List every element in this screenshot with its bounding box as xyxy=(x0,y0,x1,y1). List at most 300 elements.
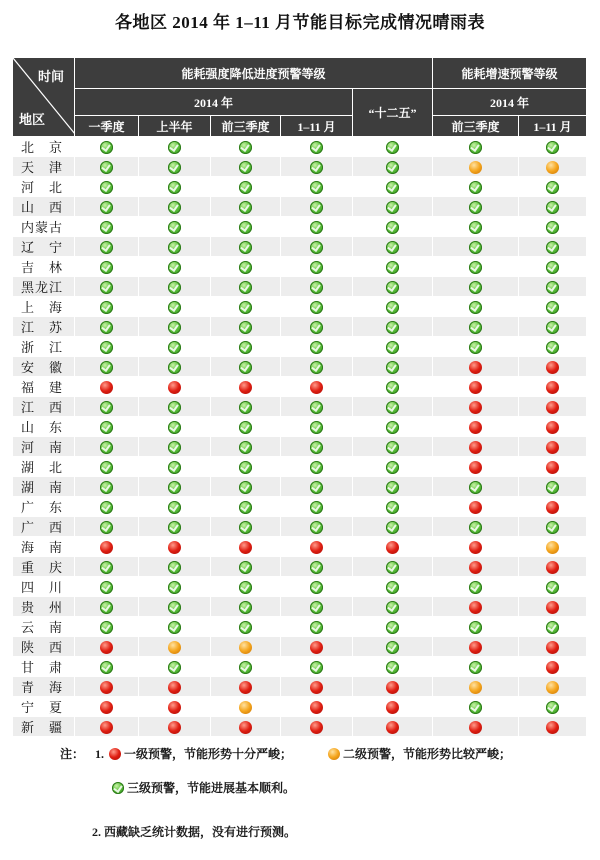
green-check-icon xyxy=(546,321,559,334)
red-warning-icon xyxy=(469,541,482,554)
level-cell xyxy=(353,237,433,257)
red-warning-icon xyxy=(469,441,482,454)
level-cell xyxy=(211,437,281,457)
level-cell xyxy=(433,217,519,237)
level-cell xyxy=(353,157,433,177)
green-check-icon xyxy=(100,281,113,294)
region-name: 湖 南 xyxy=(13,477,75,497)
green-check-icon xyxy=(100,361,113,374)
level-cell xyxy=(281,197,353,217)
green-check-icon xyxy=(546,621,559,634)
level-cell xyxy=(139,357,211,377)
level-cell xyxy=(433,457,519,477)
region-name: 山 东 xyxy=(13,417,75,437)
table-row xyxy=(13,177,587,197)
table-row xyxy=(13,257,587,277)
level-cell xyxy=(211,637,281,657)
table-row xyxy=(13,357,587,377)
level-cell xyxy=(433,157,519,177)
green-check-icon xyxy=(310,621,323,634)
red-warning-icon xyxy=(469,361,482,374)
green-check-icon xyxy=(100,241,113,254)
green-check-icon xyxy=(100,481,113,494)
region-name: 辽 宁 xyxy=(13,237,75,257)
page-title: 各地区 2014 年 1–11 月节能目标完成情况晴雨表 xyxy=(114,13,486,32)
green-check-icon xyxy=(386,281,399,294)
green-check-icon xyxy=(386,221,399,234)
green-check-icon xyxy=(168,621,181,634)
red-warning-icon xyxy=(100,541,113,554)
green-check-icon xyxy=(386,241,399,254)
orange-warning-icon xyxy=(546,541,559,554)
level-cell xyxy=(433,177,519,197)
level-cell xyxy=(75,157,139,177)
green-check-icon xyxy=(239,341,252,354)
level-cell xyxy=(75,617,139,637)
green-check-icon xyxy=(546,241,559,254)
level-cell xyxy=(75,677,139,697)
level-cell xyxy=(519,517,587,537)
green-check-icon xyxy=(239,421,252,434)
level-cell xyxy=(433,377,519,397)
region-name: 陕 西 xyxy=(13,637,75,657)
level-cell xyxy=(281,617,353,637)
table-row xyxy=(13,137,587,157)
level-cell xyxy=(75,497,139,517)
level-cell xyxy=(353,657,433,677)
red-warning-icon xyxy=(469,721,482,734)
level-cell xyxy=(519,337,587,357)
level-cell xyxy=(281,157,353,177)
level-cell xyxy=(353,337,433,357)
group-header-intensity: 能耗强度降低进度预警等级 xyxy=(75,58,433,89)
red-warning-icon xyxy=(168,381,181,394)
level-cell xyxy=(281,457,353,477)
level-cell xyxy=(281,577,353,597)
green-check-icon xyxy=(112,782,124,794)
red-warning-icon xyxy=(310,721,323,734)
level-cell xyxy=(75,217,139,237)
level-cell xyxy=(75,277,139,297)
orange-warning-icon xyxy=(239,641,252,654)
green-check-icon xyxy=(100,301,113,314)
level-cell xyxy=(353,537,433,557)
level-cell xyxy=(281,497,353,517)
green-check-icon xyxy=(386,601,399,614)
green-check-icon xyxy=(168,261,181,274)
green-check-icon xyxy=(310,341,323,354)
table-row xyxy=(13,297,587,317)
table-row xyxy=(13,637,587,657)
green-check-icon xyxy=(469,581,482,594)
level-cell xyxy=(353,397,433,417)
table-row xyxy=(13,437,587,457)
level-cell xyxy=(519,397,587,417)
table-row xyxy=(13,277,587,297)
green-check-icon xyxy=(239,401,252,414)
red-warning-icon xyxy=(546,421,559,434)
level-cell xyxy=(139,597,211,617)
level-cell xyxy=(433,597,519,617)
level-cell xyxy=(139,237,211,257)
level-cell xyxy=(75,257,139,277)
red-warning-icon xyxy=(168,541,181,554)
level-cell xyxy=(519,637,587,657)
level-cell xyxy=(519,597,587,617)
col-header-q1-q3: 前三季度 xyxy=(211,116,281,137)
green-check-icon xyxy=(168,661,181,674)
level-cell xyxy=(281,237,353,257)
level-cell xyxy=(139,637,211,657)
level-cell xyxy=(519,197,587,217)
red-warning-icon xyxy=(310,641,323,654)
green-check-icon xyxy=(310,221,323,234)
green-check-icon xyxy=(469,301,482,314)
green-check-icon xyxy=(168,501,181,514)
corner-time-label: 时间 xyxy=(37,69,64,84)
level-cell xyxy=(211,497,281,517)
green-check-icon xyxy=(469,621,482,634)
level-cell xyxy=(433,237,519,257)
green-check-icon xyxy=(546,141,559,154)
level-cell xyxy=(75,597,139,617)
level-cell xyxy=(519,497,587,517)
green-check-icon xyxy=(546,701,559,714)
level-cell xyxy=(139,257,211,277)
green-check-icon xyxy=(168,281,181,294)
green-check-icon xyxy=(100,581,113,594)
green-check-icon xyxy=(239,461,252,474)
level-cell xyxy=(211,457,281,477)
green-check-icon xyxy=(100,561,113,574)
green-check-icon xyxy=(546,281,559,294)
level-cell xyxy=(139,417,211,437)
table-row xyxy=(13,557,587,577)
orange-warning-icon xyxy=(239,701,252,714)
level-cell xyxy=(139,657,211,677)
green-check-icon xyxy=(168,161,181,174)
level-cell xyxy=(353,357,433,377)
table-row xyxy=(13,517,587,537)
level-cell xyxy=(139,337,211,357)
green-check-icon xyxy=(100,601,113,614)
level-cell xyxy=(139,477,211,497)
level-cell xyxy=(519,537,587,557)
level-cell xyxy=(75,237,139,257)
level-cell xyxy=(433,697,519,717)
level-cell xyxy=(211,657,281,677)
green-check-icon xyxy=(386,141,399,154)
table-row xyxy=(13,237,587,257)
green-check-icon xyxy=(100,181,113,194)
green-check-icon xyxy=(310,601,323,614)
year-header-intensity: 2014 年 xyxy=(75,89,353,116)
green-check-icon xyxy=(239,281,252,294)
level-cell xyxy=(353,557,433,577)
green-check-icon xyxy=(168,441,181,454)
orange-warning-icon xyxy=(546,161,559,174)
level-cell xyxy=(75,357,139,377)
red-warning-icon xyxy=(469,601,482,614)
green-check-icon xyxy=(386,181,399,194)
green-check-icon xyxy=(239,301,252,314)
level-cell xyxy=(139,157,211,177)
green-check-icon xyxy=(386,421,399,434)
note-1-number: 1. xyxy=(95,747,105,761)
green-check-icon xyxy=(239,261,252,274)
green-check-icon xyxy=(100,421,113,434)
level-cell xyxy=(281,517,353,537)
level-cell xyxy=(353,457,433,477)
level-cell xyxy=(519,677,587,697)
level-cell xyxy=(139,517,211,537)
level-cell xyxy=(353,137,433,157)
level-cell xyxy=(75,577,139,597)
level-cell xyxy=(519,217,587,237)
level-cell xyxy=(75,697,139,717)
level-cell xyxy=(211,397,281,417)
green-check-icon xyxy=(386,501,399,514)
region-name: 湖 北 xyxy=(13,457,75,477)
level-cell xyxy=(211,617,281,637)
red-warning-icon xyxy=(546,601,559,614)
level-cell xyxy=(433,637,519,657)
green-check-icon xyxy=(310,421,323,434)
level-cell xyxy=(139,437,211,457)
green-check-icon xyxy=(386,521,399,534)
green-check-icon xyxy=(310,161,323,174)
region-name: 山 西 xyxy=(13,197,75,217)
table-row xyxy=(13,577,587,597)
red-warning-icon xyxy=(546,721,559,734)
green-check-icon xyxy=(168,521,181,534)
region-name: 上 海 xyxy=(13,297,75,317)
green-check-icon xyxy=(386,201,399,214)
level-cell xyxy=(281,437,353,457)
level-cell xyxy=(519,577,587,597)
level-cell xyxy=(353,217,433,237)
red-warning-icon xyxy=(386,541,399,554)
green-check-icon xyxy=(100,401,113,414)
level-cell xyxy=(75,657,139,677)
green-check-icon xyxy=(386,621,399,634)
level-cell xyxy=(75,717,139,737)
region-name: 青 海 xyxy=(13,677,75,697)
region-name: 广 西 xyxy=(13,517,75,537)
level-cell xyxy=(139,457,211,477)
note-red-text: 一级预警，节能形势十分严峻； xyxy=(124,747,293,761)
green-check-icon xyxy=(469,661,482,674)
green-check-icon xyxy=(386,641,399,654)
level-cell xyxy=(139,717,211,737)
green-check-icon xyxy=(239,561,252,574)
level-cell xyxy=(433,257,519,277)
level-cell xyxy=(519,457,587,477)
region-name: 安 徽 xyxy=(13,357,75,377)
green-check-icon xyxy=(386,461,399,474)
red-warning-icon xyxy=(310,701,323,714)
red-warning-icon xyxy=(469,421,482,434)
note-line-1b xyxy=(110,779,295,796)
table-row xyxy=(13,657,587,677)
level-cell xyxy=(139,537,211,557)
level-cell xyxy=(75,137,139,157)
red-warning-icon xyxy=(109,748,121,760)
level-cell xyxy=(433,417,519,437)
level-cell xyxy=(281,657,353,677)
level-cell xyxy=(211,137,281,157)
level-cell xyxy=(519,357,587,377)
green-check-icon xyxy=(469,241,482,254)
level-cell xyxy=(433,277,519,297)
group-header-growth: 能耗增速预警等级 xyxy=(433,58,587,89)
level-cell xyxy=(353,677,433,697)
green-check-icon xyxy=(239,621,252,634)
note-green-text: 三级预警，节能进展基本顺利。 xyxy=(127,781,296,795)
level-cell xyxy=(139,137,211,157)
green-check-icon xyxy=(100,501,113,514)
level-cell xyxy=(519,157,587,177)
red-warning-icon xyxy=(100,701,113,714)
table-row xyxy=(13,317,587,337)
level-cell xyxy=(211,537,281,557)
green-check-icon xyxy=(386,581,399,594)
green-check-icon xyxy=(310,461,323,474)
table-row xyxy=(13,717,587,737)
green-check-icon xyxy=(546,521,559,534)
level-cell xyxy=(433,677,519,697)
level-cell xyxy=(433,477,519,497)
region-name: 海 南 xyxy=(13,537,75,557)
green-check-icon xyxy=(239,201,252,214)
red-warning-icon xyxy=(100,681,113,694)
green-check-icon xyxy=(310,401,323,414)
orange-warning-icon xyxy=(546,681,559,694)
table-row xyxy=(13,337,587,357)
table-row xyxy=(13,197,587,217)
level-cell xyxy=(433,517,519,537)
orange-warning-icon xyxy=(469,161,482,174)
level-cell xyxy=(211,557,281,577)
green-check-icon xyxy=(239,481,252,494)
level-cell xyxy=(281,377,353,397)
level-cell xyxy=(281,217,353,237)
level-cell xyxy=(75,197,139,217)
green-check-icon xyxy=(310,241,323,254)
green-check-icon xyxy=(386,381,399,394)
green-check-icon xyxy=(168,181,181,194)
level-cell xyxy=(433,297,519,317)
level-cell xyxy=(281,417,353,437)
green-check-icon xyxy=(100,521,113,534)
level-cell xyxy=(433,197,519,217)
red-warning-icon xyxy=(239,681,252,694)
level-cell xyxy=(281,337,353,357)
red-warning-icon xyxy=(546,561,559,574)
level-cell xyxy=(75,417,139,437)
level-cell xyxy=(211,197,281,217)
green-check-icon xyxy=(239,581,252,594)
barometer-table xyxy=(12,57,587,737)
green-check-icon xyxy=(100,321,113,334)
level-cell xyxy=(139,297,211,317)
notes-prefix: 注： xyxy=(60,747,85,761)
region-name: 福 建 xyxy=(13,377,75,397)
level-cell xyxy=(211,677,281,697)
green-check-icon xyxy=(310,181,323,194)
level-cell xyxy=(211,577,281,597)
level-cell xyxy=(353,517,433,537)
green-check-icon xyxy=(239,441,252,454)
region-name: 甘 肃 xyxy=(13,657,75,677)
red-warning-icon xyxy=(546,641,559,654)
level-cell xyxy=(519,617,587,637)
table-row xyxy=(13,697,587,717)
green-check-icon xyxy=(386,261,399,274)
level-cell xyxy=(519,717,587,737)
green-check-icon xyxy=(386,321,399,334)
level-cell xyxy=(75,477,139,497)
green-check-icon xyxy=(469,321,482,334)
note-2: 2. 西藏缺乏统计数据，没有进行预测。 xyxy=(92,825,297,839)
corner-header xyxy=(13,58,75,137)
green-check-icon xyxy=(386,561,399,574)
level-cell xyxy=(433,557,519,577)
table-row xyxy=(13,677,587,697)
level-cell xyxy=(433,657,519,677)
level-cell xyxy=(139,497,211,517)
level-cell xyxy=(519,697,587,717)
green-check-icon xyxy=(310,281,323,294)
level-cell xyxy=(211,597,281,617)
green-check-icon xyxy=(469,141,482,154)
twelfth-five-year-header: “十二五” xyxy=(353,89,433,137)
level-cell xyxy=(75,557,139,577)
region-name: 广 东 xyxy=(13,497,75,517)
region-name: 河 南 xyxy=(13,437,75,457)
level-cell xyxy=(353,637,433,657)
level-cell xyxy=(75,637,139,657)
level-cell xyxy=(211,277,281,297)
level-cell xyxy=(75,537,139,557)
level-cell xyxy=(519,317,587,337)
green-check-icon xyxy=(100,661,113,674)
orange-warning-icon xyxy=(328,748,340,760)
level-cell xyxy=(433,337,519,357)
region-name: 北 京 xyxy=(13,137,75,157)
corner-region-label: 地区 xyxy=(19,112,46,127)
level-cell xyxy=(281,677,353,697)
level-cell xyxy=(211,517,281,537)
level-cell xyxy=(211,297,281,317)
green-check-icon xyxy=(310,661,323,674)
level-cell xyxy=(139,377,211,397)
green-check-icon xyxy=(100,141,113,154)
level-cell xyxy=(75,457,139,477)
green-check-icon xyxy=(386,161,399,174)
green-check-icon xyxy=(239,521,252,534)
green-check-icon xyxy=(469,261,482,274)
level-cell xyxy=(281,637,353,657)
level-cell xyxy=(75,177,139,197)
level-cell xyxy=(353,477,433,497)
red-warning-icon xyxy=(546,361,559,374)
green-check-icon xyxy=(546,261,559,274)
level-cell xyxy=(281,397,353,417)
level-cell xyxy=(281,257,353,277)
green-check-icon xyxy=(100,461,113,474)
red-warning-icon xyxy=(546,381,559,394)
